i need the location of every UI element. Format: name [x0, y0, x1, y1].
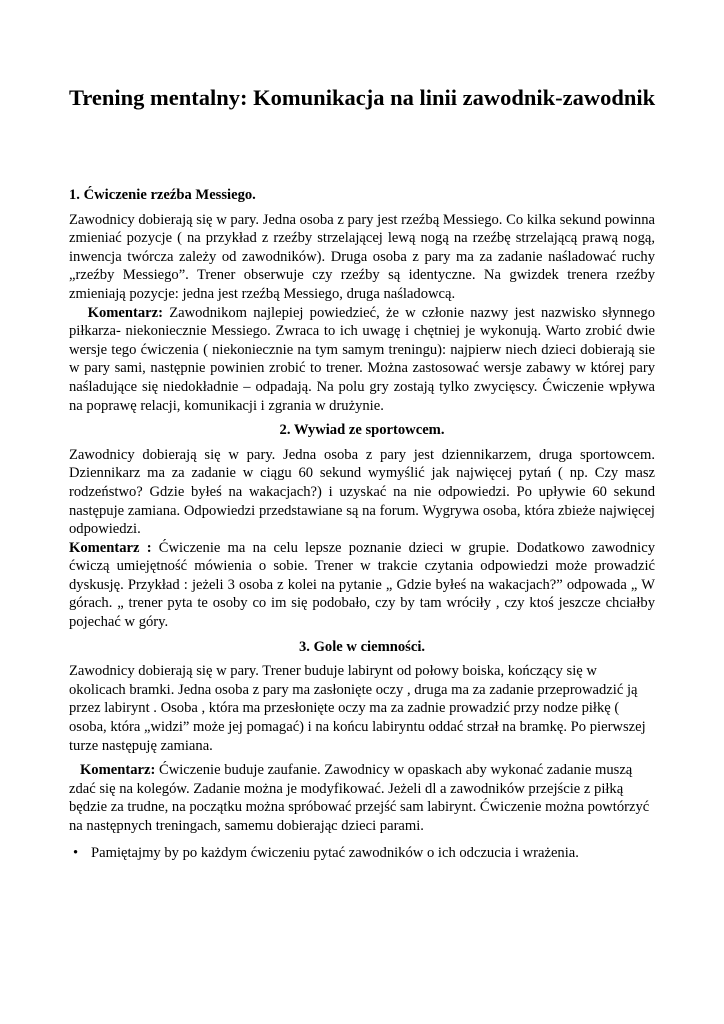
section-3-text: Zawodnicy dobierają się w pary. Trener buduje labirynt od połowy boiska, kończący się w okolicach bramki. Jedna osoba z pary ma zasłonięte oczy , druga ma za zadanie przeprowadzić ją przez labirynt . Osoba , która ma przesłonięte oczy ma za zadnie prowadzić przy nodze piłkę ( osoba, która „widzi” może jej pomagać) i na końcu labiryntu oddać strzał na bramkę. Po pierwszej turze następuję zamiana. [69, 663, 646, 754]
reminder-list [69, 844, 655, 863]
section-3-comment [69, 761, 655, 835]
document-body [69, 186, 655, 862]
section-1-heading: 1. Ćwiczenie rzeźba Messiego. [69, 187, 256, 203]
section-3-comment-label: Komentarz: [79, 762, 156, 779]
section-2-body [69, 446, 655, 632]
section-1-comment-label: Komentarz: [87, 304, 163, 321]
section-2-comment-text: Ćwiczenie ma na celu lepsze poznanie dzieci w grupie. Dodatkowo zawodnicy ćwiczą umiejętność mówienia o sobie. Trener w trakcie czytania odpowiedzi może prowadzić dyskusję. Przykład : jeżeli 3 osoba z kolei na pytanie „ Gdzie byłeś na wakacjach?” odpowada „ W górach. „ trener pyta te osoby co im się podobało, czy by tam wróciły , czy ktoś jeszcze chciałby pojechać w góry. [69, 539, 655, 631]
section-2-comment-label: Komentarz : [69, 539, 152, 556]
reminder-bullet: • Pamiętajmy by po każdym ćwiczeniu pytać zawodników o ich odczucia i wrażenia. [91, 844, 655, 863]
section-1-body [69, 211, 655, 416]
page-title: Trening mentalny: Komunikacja na linii zawodnik-zawodnik [69, 85, 656, 110]
section-2-heading: 2. Wywiad ze sportowcem. [279, 422, 445, 439]
section-1-text: Zawodnicy dobierają się w pary. Jedna osoba z pary jest rzeźbą Messiego. Co kilka sekund powinna zmieniać pozycje ( na przykład z rzeźby strzelającej lewą nogą na rzeźbę strzelającą prawą nogą, inwencja twórcza zależy od zawodników). Druga osoba z pary ma za zadanie naśladować ruchy „rzeźby Messiego”. Trener obserwuje czy rzeźby są identyczne. Na gwizdek trenera rzeźby zmieniają pozycje: jedna jest rzeźbą Messiego, druga naśladowcą. [69, 211, 655, 302]
section-3-comment-text: Ćwiczenie buduje zaufanie. Zawodnicy w opaskach aby wykonać zadanie muszą zdać się na kolegów. Zadanie można je modyfikować. Jeżeli dl a zawodników przejście z piłką będzie za trudne, na początku można spróbować przejść sam labirynt. Ćwiczenie można powtórzyć na następnych treningach, samemu dobierając dzieci parami. [69, 762, 650, 834]
section-1-comment-text: Zawodnikom najlepiej powiedzieć, że w członie nazwy jest nazwisko słynnego piłkarza- niekoniecznie Messiego. Zwraca to ich uwagę i chętniej je wykonują. Warto zrobić dwie wersje tego ćwiczenia ( niekoniecznie na tym samym treningu): najpierw niech dzieci dobierają sie w pary sami, następnie powinien zrobić to trener. Można zastosować wersje zabawy w której pary naśladujące się niedokładnie – odpadają. Na polu gry zostają tylko zwycięscy. Ćwiczenie wpływa na poprawę relacji, komunikacji i zgrania w drużynie. [69, 304, 655, 414]
section-2-text: Zawodnicy dobierają się w pary. Jedna osoba z pary jest dziennikarzem, druga sportowcem. Dziennikarz ma za zadanie w ciągu 60 sekund wymyślić jak najwięcej pytań ( np. Czy masz rodzeństwo? Gdzie byłeś na wakacjach?) i uzyskać na nie odpowiedzi. Po upływie 60 sekund następuje zamiana. Odpowiedzi przedstawiane są na forum. Wygrywa osoba, która zbieże najwięcej odpowiedzi. [69, 446, 655, 538]
section-3-heading: 3. Gole w ciemności. [298, 638, 426, 655]
section-1-comment [69, 305, 655, 414]
